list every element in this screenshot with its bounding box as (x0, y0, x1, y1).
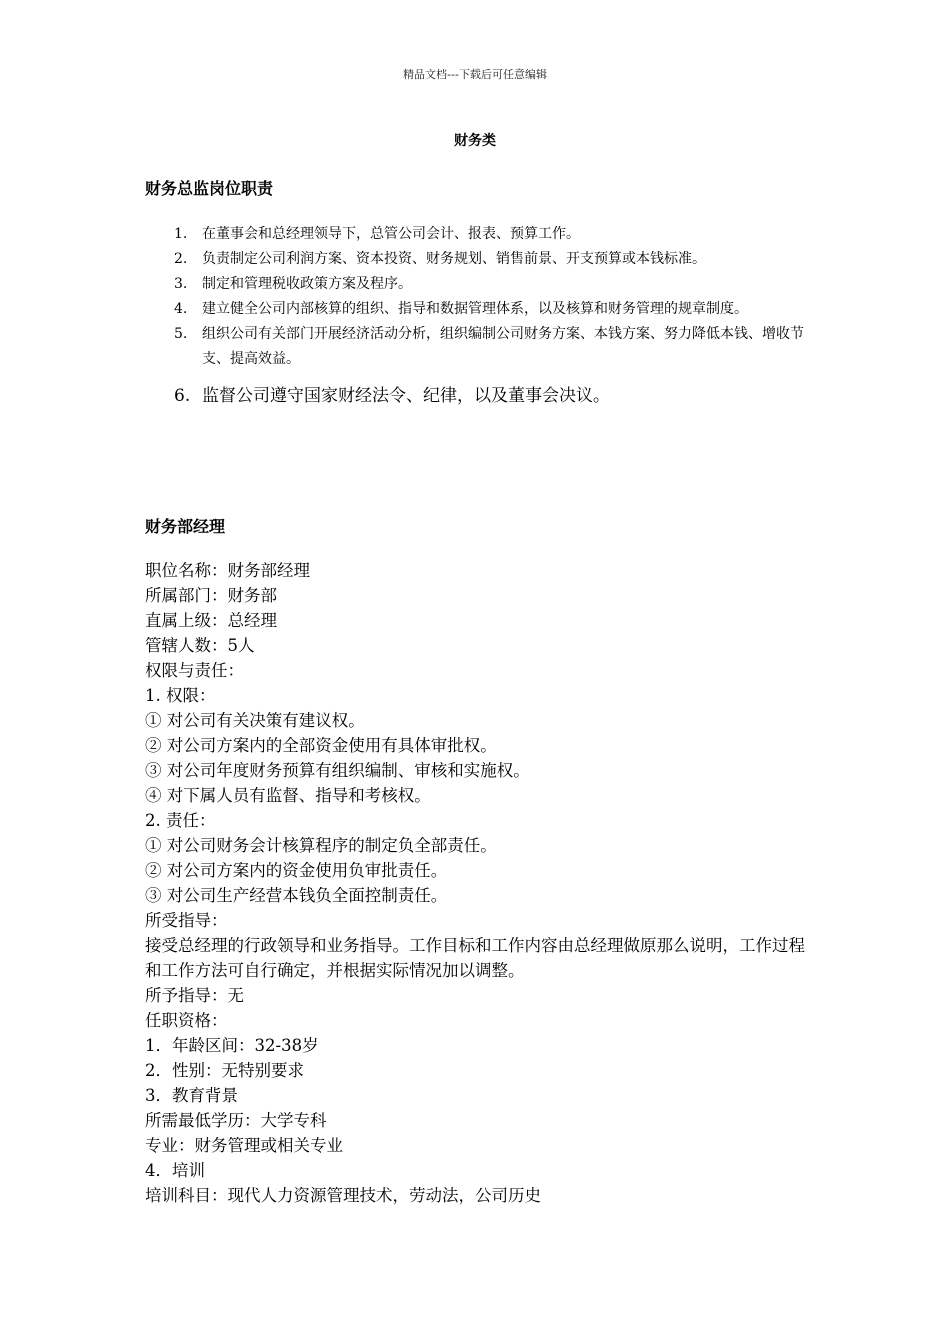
detail-line: 1. 权限： (145, 686, 216, 705)
list-item: 1. 在董事会和总经理领导下，总管公司会计、报表、预算工作。 (174, 226, 580, 242)
detail-line: 权限与责任： (145, 661, 244, 680)
section-heading-cfo: 财务总监岗位职责 (145, 179, 274, 198)
detail-line: 3．教育背景 (145, 1086, 238, 1105)
detail-line: 管辖人数：5人 (145, 636, 255, 655)
detail-line: 1．年龄区间：32-38岁 (145, 1036, 319, 1055)
header-note: 精品文档---下载后可任意编辑 (403, 68, 547, 81)
section-heading-finance-manager: 财务部经理 (145, 517, 226, 536)
detail-line: 2. 责任： (145, 811, 216, 830)
detail-line: 所受指导： (145, 911, 228, 930)
detail-line: ② 对公司方案内的资金使用负审批责任。 (145, 861, 448, 880)
detail-line: 职位名称：财务部经理 (145, 561, 310, 580)
detail-line: 所属部门：财务部 (145, 586, 277, 605)
list-item: 4. 建立健全公司内部核算的组织、指导和数据管理体系，以及核算和财务管理的规章制度。 (174, 301, 748, 317)
detail-line: 直属上级：总经理 (145, 611, 277, 630)
detail-line: ① 对公司财务会计核算程序的制定负全部责任。 (145, 836, 497, 855)
detail-line: ③ 对公司生产经营本钱负全面控制责任。 (145, 886, 448, 905)
list-item: 2. 负责制定公司利润方案、资本投资、财务规划、销售前景、开支预算或本钱标准。 (174, 251, 706, 267)
list-item: 6. 监督公司遵守国家财经法令、纪律，以及董事会决议。 (174, 386, 610, 406)
detail-line: 所需最低学历：大学专科 (145, 1111, 327, 1130)
cfo-duty-list (174, 222, 814, 409)
list-item: 5. 组织公司有关部门开展经济活动分析，组织编制公司财务方案、本钱方案、努力降低本钱、增收节支、提高效益。 (174, 326, 804, 367)
detail-line: ④ 对下属人员有监督、指导和考核权。 (145, 786, 431, 805)
finance-manager-details (145, 558, 810, 1208)
document-title: 财务类 (454, 133, 496, 149)
detail-line: ② 对公司方案内的全部资金使用有具体审批权。 (145, 736, 497, 755)
detail-line: 专业：财务管理或相关专业 (145, 1136, 343, 1155)
detail-line: 接受总经理的行政领导和业务指导。工作目标和工作内容由总经理做原那么说明，工作过程和工作方法可自行确定，并根据实际情况加以调整。 (145, 936, 805, 980)
detail-line: 所予指导：无 (145, 986, 244, 1005)
list-item: 3. 制定和管理税收政策方案及程序。 (174, 276, 412, 292)
detail-line: 培训科目：现代人力资源管理技术，劳动法，公司历史 (145, 1186, 541, 1205)
detail-line: ③ 对公司年度财务预算有组织编制、审核和实施权。 (145, 761, 530, 780)
detail-line: 任职资格： (145, 1011, 228, 1030)
detail-line: 2．性别：无特别要求 (145, 1061, 304, 1080)
detail-line: 4．培训 (145, 1161, 205, 1180)
detail-line: ① 对公司有关决策有建议权。 (145, 711, 365, 730)
